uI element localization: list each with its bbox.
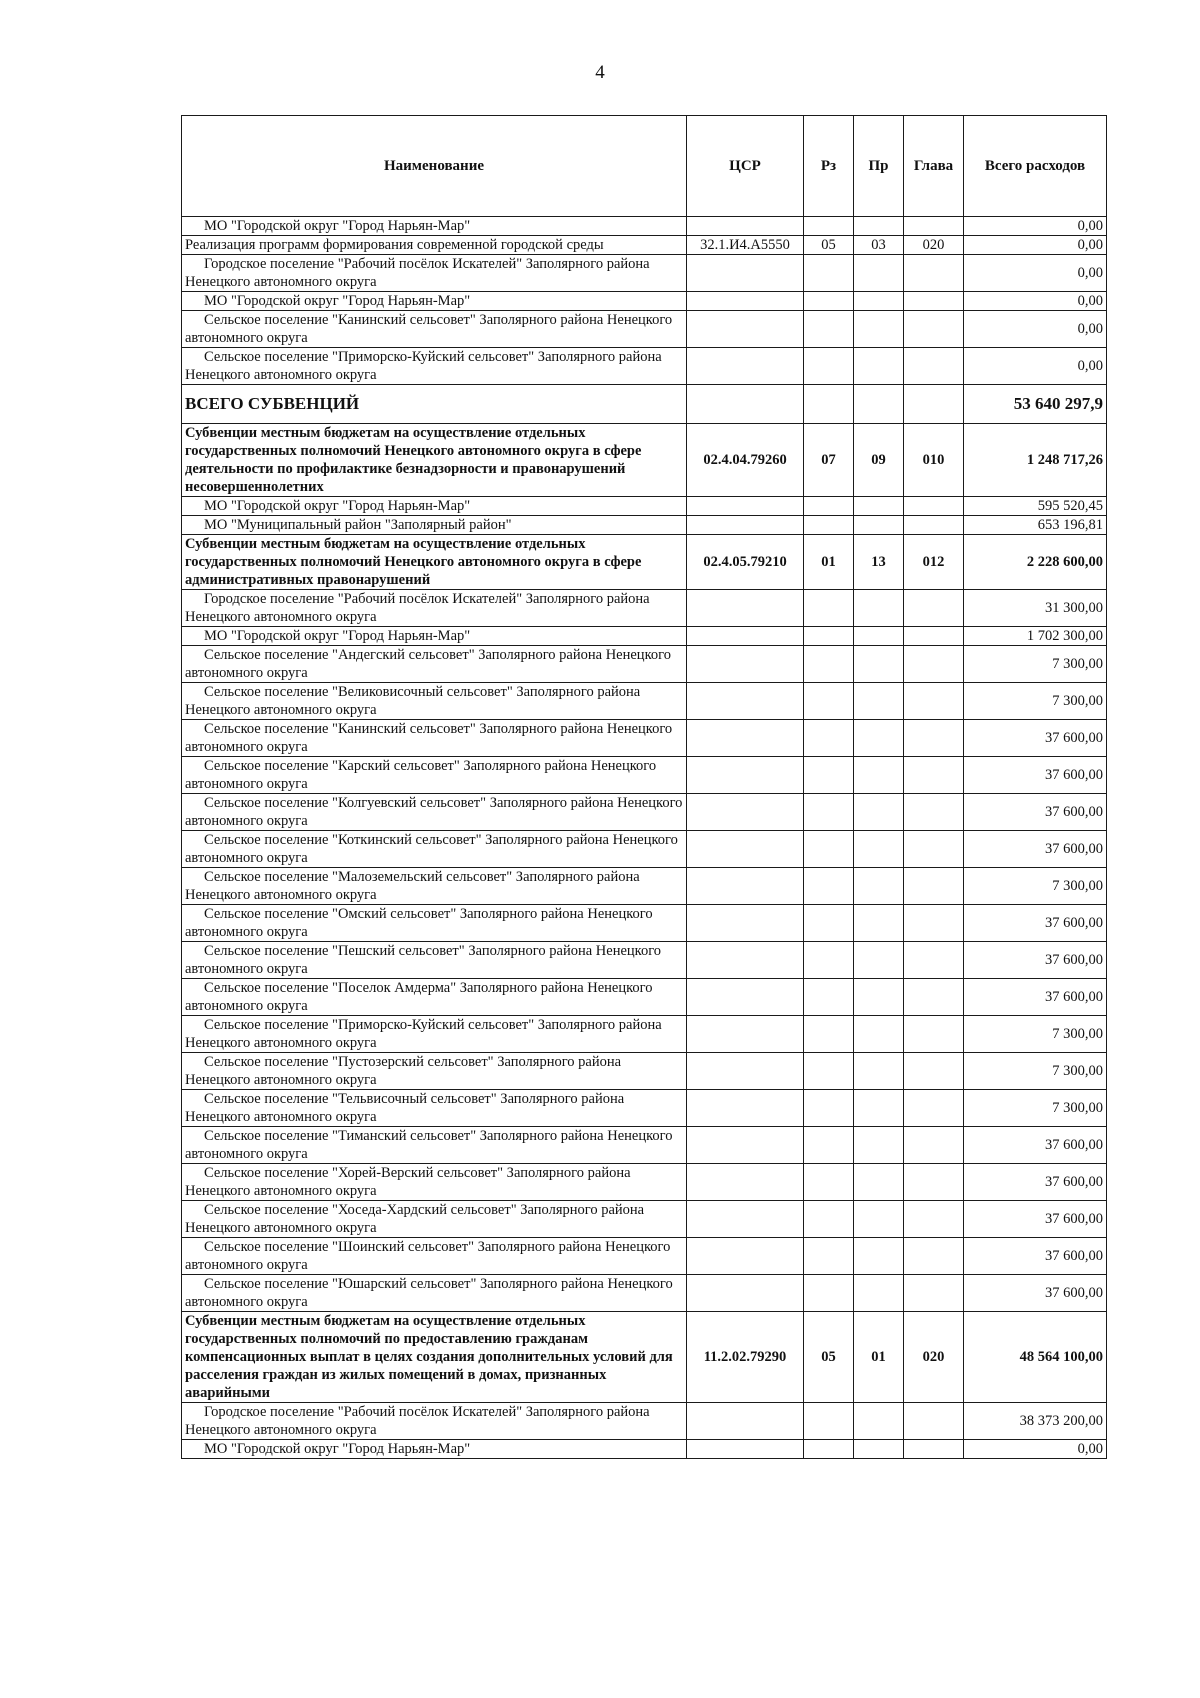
cell-pr xyxy=(854,590,904,627)
table-row xyxy=(182,868,1107,905)
cell-name: Сельское поселение "Поселок Амдерма" Заполярного района Ненецкого автономного округа xyxy=(182,979,687,1016)
cell-rz xyxy=(804,590,854,627)
cell-csr xyxy=(687,1127,804,1164)
cell-name: Сельское поселение "Карский сельсовет" Заполярного района Ненецкого автономного округа xyxy=(182,757,687,794)
cell-csr xyxy=(687,217,804,236)
cell-glava xyxy=(904,831,964,868)
table-row xyxy=(182,1053,1107,1090)
cell-glava xyxy=(904,348,964,385)
cell-rz xyxy=(804,683,854,720)
cell-pr xyxy=(854,794,904,831)
header-csr: ЦСР xyxy=(687,116,804,217)
cell-rz xyxy=(804,1238,854,1275)
cell-rz xyxy=(804,1090,854,1127)
table-row xyxy=(182,236,1107,255)
cell-name: Городское поселение "Рабочий посёлок Искателей" Заполярного района Ненецкого автономного округа xyxy=(182,590,687,627)
cell-rz xyxy=(804,757,854,794)
cell-pr xyxy=(854,292,904,311)
cell-name: Сельское поселение "Колгуевский сельсовет" Заполярного района Ненецкого автономного округа xyxy=(182,794,687,831)
cell-glava xyxy=(904,1201,964,1238)
table-row xyxy=(182,794,1107,831)
cell-csr: 32.1.И4.А5550 xyxy=(687,236,804,255)
cell-pr xyxy=(854,217,904,236)
table-row xyxy=(182,590,1107,627)
cell-total: 0,00 xyxy=(964,1440,1107,1459)
cell-pr xyxy=(854,1053,904,1090)
cell-csr xyxy=(687,794,804,831)
header-pr: Пр xyxy=(854,116,904,217)
cell-name: Сельское поселение "Юшарский сельсовет" Заполярного района Ненецкого автономного округа xyxy=(182,1275,687,1312)
cell-glava xyxy=(904,1090,964,1127)
cell-total: 37 600,00 xyxy=(964,757,1107,794)
cell-csr xyxy=(687,1403,804,1440)
cell-name: Сельское поселение "Андегский сельсовет" Заполярного района Ненецкого автономного округа xyxy=(182,646,687,683)
cell-glava xyxy=(904,1016,964,1053)
cell-glava: 010 xyxy=(904,424,964,497)
cell-pr xyxy=(854,1016,904,1053)
cell-name: Сельское поселение "Тиманский сельсовет" Заполярного района Ненецкого автономного округа xyxy=(182,1127,687,1164)
cell-csr xyxy=(687,1053,804,1090)
cell-pr xyxy=(854,1275,904,1312)
cell-glava xyxy=(904,311,964,348)
cell-csr: 11.2.02.79290 xyxy=(687,1312,804,1403)
cell-csr xyxy=(687,683,804,720)
table-row xyxy=(182,217,1107,236)
cell-name: Сельское поселение "Пешский сельсовет" Заполярного района Ненецкого автономного округа xyxy=(182,942,687,979)
cell-glava: 020 xyxy=(904,236,964,255)
cell-csr xyxy=(687,1238,804,1275)
cell-name: Субвенции местным бюджетам на осуществление отдельных государственных полномочий по предоставлению гражданам компенсационных выплат в целях создания дополнительных условий для расселения граждан из жилых помещений в домах, признанных аварийными xyxy=(182,1312,687,1403)
cell-glava xyxy=(904,627,964,646)
cell-rz xyxy=(804,1275,854,1312)
cell-glava xyxy=(904,1053,964,1090)
cell-total: 37 600,00 xyxy=(964,905,1107,942)
table-row xyxy=(182,1090,1107,1127)
cell-glava xyxy=(904,646,964,683)
cell-csr xyxy=(687,831,804,868)
table-row xyxy=(182,627,1107,646)
table-row xyxy=(182,497,1107,516)
cell-csr xyxy=(687,757,804,794)
cell-name: Субвенции местным бюджетам на осуществление отдельных государственных полномочий Ненецкого автономного округа в сфере административных правонарушений xyxy=(182,535,687,590)
cell-glava xyxy=(904,217,964,236)
cell-glava xyxy=(904,942,964,979)
cell-total: 0,00 xyxy=(964,236,1107,255)
cell-total: 37 600,00 xyxy=(964,831,1107,868)
cell-csr xyxy=(687,868,804,905)
cell-total: 37 600,00 xyxy=(964,1164,1107,1201)
cell-total: 37 600,00 xyxy=(964,720,1107,757)
cell-csr: 02.4.05.79210 xyxy=(687,535,804,590)
cell-rz xyxy=(804,1053,854,1090)
table-row xyxy=(182,1403,1107,1440)
table-row xyxy=(182,1312,1107,1403)
table-row xyxy=(182,1016,1107,1053)
cell-rz xyxy=(804,720,854,757)
cell-total: 37 600,00 xyxy=(964,794,1107,831)
cell-pr xyxy=(854,497,904,516)
cell-glava xyxy=(904,1127,964,1164)
cell-rz xyxy=(804,255,854,292)
cell-name: Сельское поселение "Омский сельсовет" Заполярного района Ненецкого автономного округа xyxy=(182,905,687,942)
cell-pr xyxy=(854,646,904,683)
table-row xyxy=(182,1275,1107,1312)
cell-glava xyxy=(904,1403,964,1440)
cell-rz xyxy=(804,385,854,424)
cell-total: 0,00 xyxy=(964,292,1107,311)
cell-csr xyxy=(687,385,804,424)
cell-csr xyxy=(687,646,804,683)
table-row xyxy=(182,348,1107,385)
table-row xyxy=(182,311,1107,348)
cell-pr xyxy=(854,1201,904,1238)
cell-csr xyxy=(687,942,804,979)
cell-rz: 07 xyxy=(804,424,854,497)
table-row xyxy=(182,683,1107,720)
cell-rz: 01 xyxy=(804,535,854,590)
cell-rz xyxy=(804,868,854,905)
cell-name: Сельское поселение "Хорей-Верский сельсовет" Заполярного района Ненецкого автономного округа xyxy=(182,1164,687,1201)
cell-rz xyxy=(804,217,854,236)
cell-name: Сельское поселение "Великовисочный сельсовет" Заполярного района Ненецкого автономного округа xyxy=(182,683,687,720)
table-row xyxy=(182,720,1107,757)
cell-total: 653 196,81 xyxy=(964,516,1107,535)
cell-rz: 05 xyxy=(804,236,854,255)
cell-total: 37 600,00 xyxy=(964,1201,1107,1238)
header-total: Всего расходов xyxy=(964,116,1107,217)
cell-rz xyxy=(804,497,854,516)
cell-name: ВСЕГО СУБВЕНЦИЙ xyxy=(182,385,687,424)
cell-rz xyxy=(804,311,854,348)
cell-glava xyxy=(904,1275,964,1312)
cell-csr xyxy=(687,1016,804,1053)
table-row xyxy=(182,942,1107,979)
cell-csr xyxy=(687,979,804,1016)
cell-rz xyxy=(804,1164,854,1201)
cell-total: 37 600,00 xyxy=(964,1275,1107,1312)
table-row xyxy=(182,516,1107,535)
header-name: Наименование xyxy=(182,116,687,217)
table-row xyxy=(182,1440,1107,1459)
cell-csr xyxy=(687,516,804,535)
cell-rz xyxy=(804,646,854,683)
cell-name: Сельское поселение "Пустозерский сельсовет" Заполярного района Ненецкого автономного округа xyxy=(182,1053,687,1090)
cell-glava xyxy=(904,757,964,794)
cell-glava xyxy=(904,868,964,905)
cell-rz xyxy=(804,942,854,979)
cell-csr xyxy=(687,497,804,516)
cell-csr xyxy=(687,1440,804,1459)
cell-total: 7 300,00 xyxy=(964,1090,1107,1127)
table-row xyxy=(182,292,1107,311)
cell-rz xyxy=(804,292,854,311)
cell-pr xyxy=(854,1403,904,1440)
cell-glava xyxy=(904,385,964,424)
cell-glava xyxy=(904,516,964,535)
cell-csr xyxy=(687,1201,804,1238)
cell-name: Сельское поселение "Канинский сельсовет" Заполярного района Ненецкого автономного округа xyxy=(182,311,687,348)
cell-pr xyxy=(854,516,904,535)
cell-rz: 05 xyxy=(804,1312,854,1403)
cell-total: 37 600,00 xyxy=(964,979,1107,1016)
table-row xyxy=(182,535,1107,590)
cell-total: 1 702 300,00 xyxy=(964,627,1107,646)
cell-csr xyxy=(687,1275,804,1312)
cell-name: МО "Муниципальный район "Заполярный район" xyxy=(182,516,687,535)
budget-table xyxy=(181,115,1107,1459)
cell-pr xyxy=(854,942,904,979)
cell-name: Сельское поселение "Малоземельский сельсовет" Заполярного района Ненецкого автономного округа xyxy=(182,868,687,905)
cell-pr xyxy=(854,385,904,424)
cell-pr xyxy=(854,627,904,646)
cell-glava: 020 xyxy=(904,1312,964,1403)
cell-pr xyxy=(854,720,904,757)
cell-total: 37 600,00 xyxy=(964,1127,1107,1164)
cell-name: Городское поселение "Рабочий посёлок Искателей" Заполярного района Ненецкого автономного округа xyxy=(182,255,687,292)
header-glava: Глава xyxy=(904,116,964,217)
cell-total: 7 300,00 xyxy=(964,646,1107,683)
table-row xyxy=(182,831,1107,868)
cell-name: Реализация программ формирования современной городской среды xyxy=(182,236,687,255)
cell-name: Сельское поселение "Приморско-Куйский сельсовет" Заполярного района Ненецкого автономного округа xyxy=(182,1016,687,1053)
cell-glava xyxy=(904,1440,964,1459)
cell-rz xyxy=(804,794,854,831)
cell-rz xyxy=(804,979,854,1016)
cell-glava xyxy=(904,292,964,311)
cell-glava: 012 xyxy=(904,535,964,590)
cell-total: 53 640 297,9 xyxy=(964,385,1107,424)
cell-glava xyxy=(904,794,964,831)
cell-glava xyxy=(904,497,964,516)
table-body xyxy=(182,217,1107,1459)
cell-glava xyxy=(904,1238,964,1275)
cell-total: 7 300,00 xyxy=(964,868,1107,905)
cell-name: Сельское поселение "Хоседа-Хардский сельсовет" Заполярного района Ненецкого автономного округа xyxy=(182,1201,687,1238)
cell-name: МО "Городской округ "Город Нарьян-Мар" xyxy=(182,1440,687,1459)
cell-rz xyxy=(804,516,854,535)
cell-glava xyxy=(904,683,964,720)
cell-total: 7 300,00 xyxy=(964,683,1107,720)
cell-total: 7 300,00 xyxy=(964,1016,1107,1053)
cell-name: Сельское поселение "Канинский сельсовет" Заполярного района Ненецкого автономного округа xyxy=(182,720,687,757)
cell-csr xyxy=(687,311,804,348)
cell-total: 2 228 600,00 xyxy=(964,535,1107,590)
cell-csr xyxy=(687,590,804,627)
cell-rz xyxy=(804,1127,854,1164)
cell-csr xyxy=(687,905,804,942)
cell-total: 31 300,00 xyxy=(964,590,1107,627)
cell-csr xyxy=(687,627,804,646)
table-header-row xyxy=(182,116,1107,217)
cell-name: Сельское поселение "Тельвисочный сельсовет" Заполярного района Ненецкого автономного округа xyxy=(182,1090,687,1127)
table-row xyxy=(182,424,1107,497)
cell-csr xyxy=(687,292,804,311)
cell-total: 48 564 100,00 xyxy=(964,1312,1107,1403)
cell-pr xyxy=(854,831,904,868)
cell-pr: 09 xyxy=(854,424,904,497)
cell-total: 0,00 xyxy=(964,348,1107,385)
cell-glava xyxy=(904,905,964,942)
table-row xyxy=(182,757,1107,794)
table-row xyxy=(182,385,1107,424)
cell-pr xyxy=(854,255,904,292)
cell-pr xyxy=(854,905,904,942)
table-row xyxy=(182,979,1107,1016)
table-row xyxy=(182,646,1107,683)
cell-name: МО "Городской округ "Город Нарьян-Мар" xyxy=(182,292,687,311)
cell-pr xyxy=(854,311,904,348)
cell-glava xyxy=(904,720,964,757)
cell-total: 37 600,00 xyxy=(964,1238,1107,1275)
cell-csr xyxy=(687,1164,804,1201)
cell-pr: 01 xyxy=(854,1312,904,1403)
cell-name: МО "Городской округ "Город Нарьян-Мар" xyxy=(182,497,687,516)
cell-rz xyxy=(804,627,854,646)
cell-name: Сельское поселение "Шоинский сельсовет" Заполярного района Ненецкого автономного округа xyxy=(182,1238,687,1275)
cell-csr: 02.4.04.79260 xyxy=(687,424,804,497)
cell-rz xyxy=(804,831,854,868)
cell-csr xyxy=(687,1090,804,1127)
cell-glava xyxy=(904,1164,964,1201)
cell-pr xyxy=(854,1238,904,1275)
table-row xyxy=(182,905,1107,942)
cell-name: Городское поселение "Рабочий посёлок Искателей" Заполярного района Ненецкого автономного округа xyxy=(182,1403,687,1440)
cell-name: МО "Городской округ "Город Нарьян-Мар" xyxy=(182,217,687,236)
cell-pr xyxy=(854,979,904,1016)
page-number: 4 xyxy=(595,62,605,83)
cell-pr xyxy=(854,757,904,794)
cell-rz xyxy=(804,1440,854,1459)
cell-pr: 03 xyxy=(854,236,904,255)
cell-pr xyxy=(854,348,904,385)
cell-glava xyxy=(904,590,964,627)
table-row xyxy=(182,1127,1107,1164)
cell-total: 1 248 717,26 xyxy=(964,424,1107,497)
cell-csr xyxy=(687,255,804,292)
cell-total: 0,00 xyxy=(964,311,1107,348)
cell-pr xyxy=(854,1127,904,1164)
cell-pr xyxy=(854,683,904,720)
cell-rz xyxy=(804,1403,854,1440)
cell-name: МО "Городской округ "Город Нарьян-Мар" xyxy=(182,627,687,646)
cell-name: Сельское поселение "Коткинский сельсовет" Заполярного района Ненецкого автономного округа xyxy=(182,831,687,868)
cell-total: 0,00 xyxy=(964,217,1107,236)
cell-name: Сельское поселение "Приморско-Куйский сельсовет" Заполярного района Ненецкого автономного округа xyxy=(182,348,687,385)
table-row xyxy=(182,1164,1107,1201)
table-row xyxy=(182,255,1107,292)
cell-pr: 13 xyxy=(854,535,904,590)
cell-pr xyxy=(854,1440,904,1459)
cell-csr xyxy=(687,348,804,385)
cell-total: 0,00 xyxy=(964,255,1107,292)
cell-name: Субвенции местным бюджетам на осуществление отдельных государственных полномочий Ненецкого автономного округа в сфере деятельности по профилактике безнадзорности и правонарушений несовершеннолетних xyxy=(182,424,687,497)
cell-rz xyxy=(804,905,854,942)
cell-pr xyxy=(854,1164,904,1201)
cell-glava xyxy=(904,979,964,1016)
cell-total: 37 600,00 xyxy=(964,942,1107,979)
cell-rz xyxy=(804,348,854,385)
cell-csr xyxy=(687,720,804,757)
cell-total: 595 520,45 xyxy=(964,497,1107,516)
cell-pr xyxy=(854,1090,904,1127)
header-rz: Рз xyxy=(804,116,854,217)
table-row xyxy=(182,1238,1107,1275)
cell-total: 38 373 200,00 xyxy=(964,1403,1107,1440)
cell-rz xyxy=(804,1016,854,1053)
cell-rz xyxy=(804,1201,854,1238)
table-row xyxy=(182,1201,1107,1238)
cell-pr xyxy=(854,868,904,905)
cell-glava xyxy=(904,255,964,292)
cell-total: 7 300,00 xyxy=(964,1053,1107,1090)
